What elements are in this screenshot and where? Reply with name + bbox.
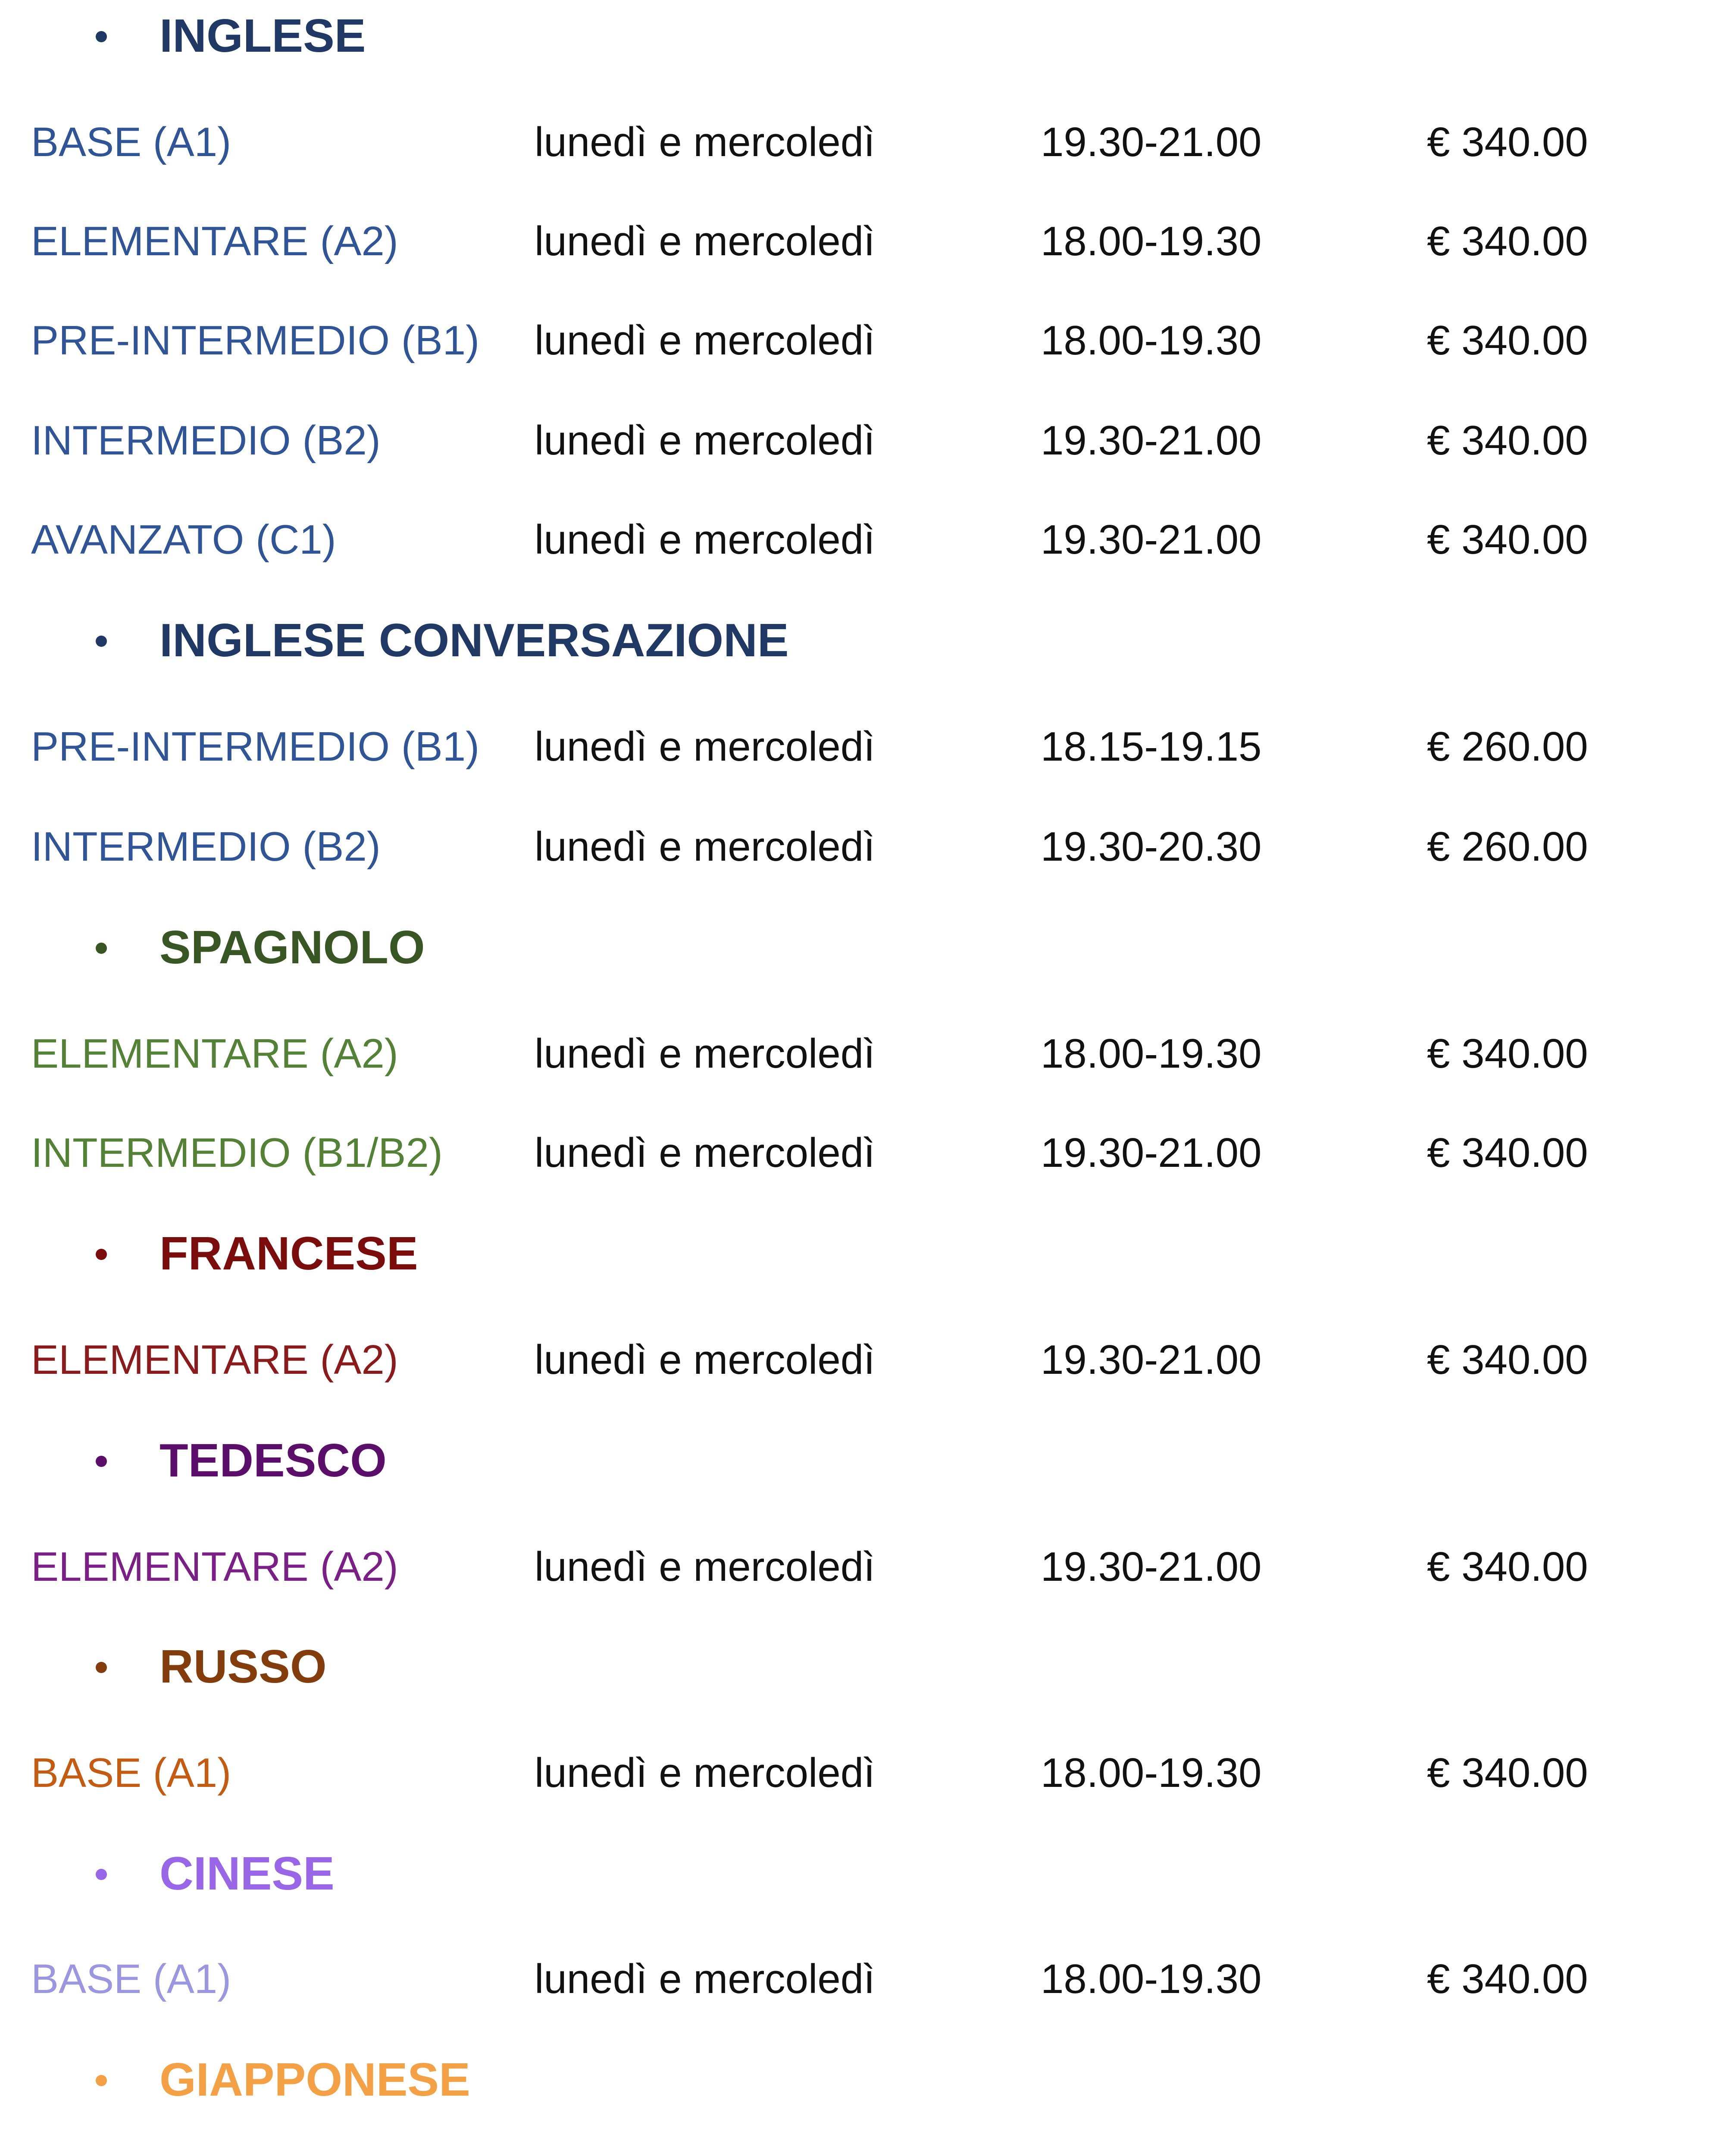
course-days: lunedì e mercoledì bbox=[535, 1337, 875, 1383]
section-heading bbox=[0, 2052, 1681, 2112]
section-title: GIAPPONESE bbox=[160, 2053, 470, 2106]
course-days: lunedì e mercoledì bbox=[535, 1956, 875, 2002]
course-days: lunedì e mercoledì bbox=[535, 218, 875, 264]
section-heading bbox=[0, 612, 1681, 673]
section-heading bbox=[0, 1225, 1681, 1286]
course-days: lunedì e mercoledì bbox=[535, 1031, 875, 1077]
course-time: 18.00-19.30 bbox=[1041, 1031, 1262, 1077]
course-row bbox=[0, 216, 1681, 267]
course-price: € 260.00 bbox=[1427, 824, 1588, 870]
bullet-icon bbox=[96, 1869, 107, 1880]
section-heading bbox=[0, 1432, 1681, 1493]
course-row bbox=[0, 1541, 1681, 1593]
course-row bbox=[0, 1747, 1681, 1799]
course-row bbox=[0, 116, 1681, 168]
bullet-icon bbox=[96, 1456, 107, 1467]
course-time: 18.00-19.30 bbox=[1041, 1956, 1262, 2002]
course-price: € 340.00 bbox=[1427, 517, 1588, 563]
course-price: € 340.00 bbox=[1427, 1337, 1588, 1383]
course-time: 18.00-19.30 bbox=[1041, 1750, 1262, 1796]
course-days: lunedì e mercoledì bbox=[535, 1750, 875, 1796]
course-days: lunedì e mercoledì bbox=[535, 824, 875, 870]
course-level: ELEMENTARE (A2) bbox=[31, 218, 398, 264]
course-level: PRE-INTERMEDIO (B1) bbox=[31, 317, 480, 364]
section-title: TEDESCO bbox=[160, 1434, 387, 1487]
course-row bbox=[0, 1127, 1681, 1179]
course-price: € 340.00 bbox=[1427, 417, 1588, 464]
course-days: lunedì e mercoledì bbox=[535, 417, 875, 464]
section-heading bbox=[0, 919, 1681, 980]
bullet-icon bbox=[96, 943, 107, 954]
course-days: lunedì e mercoledì bbox=[535, 1544, 875, 1590]
bullet-icon bbox=[96, 1662, 107, 1673]
course-days: lunedì e mercoledì bbox=[535, 119, 875, 165]
course-time: 19.30-21.00 bbox=[1041, 417, 1262, 464]
bullet-icon bbox=[96, 636, 107, 647]
course-price: € 340.00 bbox=[1427, 1130, 1588, 1176]
course-price: € 260.00 bbox=[1427, 724, 1588, 770]
course-level: ELEMENTARE (A2) bbox=[31, 1544, 398, 1590]
bullet-icon bbox=[96, 31, 107, 42]
course-row bbox=[0, 1028, 1681, 1080]
section-title: SPAGNOLO bbox=[160, 921, 425, 974]
course-days: lunedì e mercoledì bbox=[535, 317, 875, 364]
section-title: INGLESE CONVERSAZIONE bbox=[160, 614, 789, 667]
course-level: INTERMEDIO (B2) bbox=[31, 824, 381, 870]
course-level: INTERMEDIO (B1/B2) bbox=[31, 1130, 443, 1176]
course-price: € 340.00 bbox=[1427, 317, 1588, 364]
course-level: ELEMENTARE (A2) bbox=[31, 1031, 398, 1077]
section-title: CINESE bbox=[160, 1847, 335, 1900]
course-time: 19.30-21.00 bbox=[1041, 119, 1262, 165]
course-price: € 340.00 bbox=[1427, 1956, 1588, 2002]
course-level: BASE (A1) bbox=[31, 119, 232, 165]
course-price: € 340.00 bbox=[1427, 1544, 1588, 1590]
section-heading bbox=[0, 1846, 1681, 1906]
course-days: lunedì e mercoledì bbox=[535, 517, 875, 563]
course-time: 18.00-19.30 bbox=[1041, 317, 1262, 364]
course-row bbox=[0, 1334, 1681, 1386]
course-row bbox=[0, 821, 1681, 873]
course-days: lunedì e mercoledì bbox=[535, 724, 875, 770]
course-row bbox=[0, 315, 1681, 367]
course-level: ELEMENTARE (A2) bbox=[31, 1337, 398, 1383]
bullet-icon bbox=[96, 1249, 107, 1260]
course-price: € 340.00 bbox=[1427, 1031, 1588, 1077]
section-title: RUSSO bbox=[160, 1640, 327, 1693]
course-price: € 340.00 bbox=[1427, 119, 1588, 165]
course-row bbox=[0, 514, 1681, 566]
course-price: € 340.00 bbox=[1427, 1750, 1588, 1796]
course-time: 19.30-21.00 bbox=[1041, 1130, 1262, 1176]
course-time: 19.30-21.00 bbox=[1041, 1337, 1262, 1383]
course-level: PRE-INTERMEDIO (B1) bbox=[31, 724, 480, 770]
section-title: INGLESE bbox=[160, 9, 366, 62]
course-row bbox=[0, 721, 1681, 773]
course-price: € 340.00 bbox=[1427, 218, 1588, 264]
section-heading bbox=[0, 8, 1681, 68]
course-level: INTERMEDIO (B2) bbox=[31, 417, 381, 464]
bullet-icon bbox=[96, 2075, 107, 2086]
course-time: 19.30-20.30 bbox=[1041, 824, 1262, 870]
course-days: lunedì e mercoledì bbox=[535, 1130, 875, 1176]
course-time: 18.00-19.30 bbox=[1041, 218, 1262, 264]
course-level: AVANZATO (C1) bbox=[31, 517, 336, 563]
course-row bbox=[0, 415, 1681, 467]
section-title: FRANCESE bbox=[160, 1227, 418, 1280]
course-level: BASE (A1) bbox=[31, 1956, 232, 2002]
course-level: BASE (A1) bbox=[31, 1750, 232, 1796]
course-row bbox=[0, 1953, 1681, 2005]
course-time: 19.30-21.00 bbox=[1041, 517, 1262, 563]
section-heading bbox=[0, 1639, 1681, 1699]
course-time: 19.30-21.00 bbox=[1041, 1544, 1262, 1590]
course-time: 18.15-19.15 bbox=[1041, 724, 1262, 770]
